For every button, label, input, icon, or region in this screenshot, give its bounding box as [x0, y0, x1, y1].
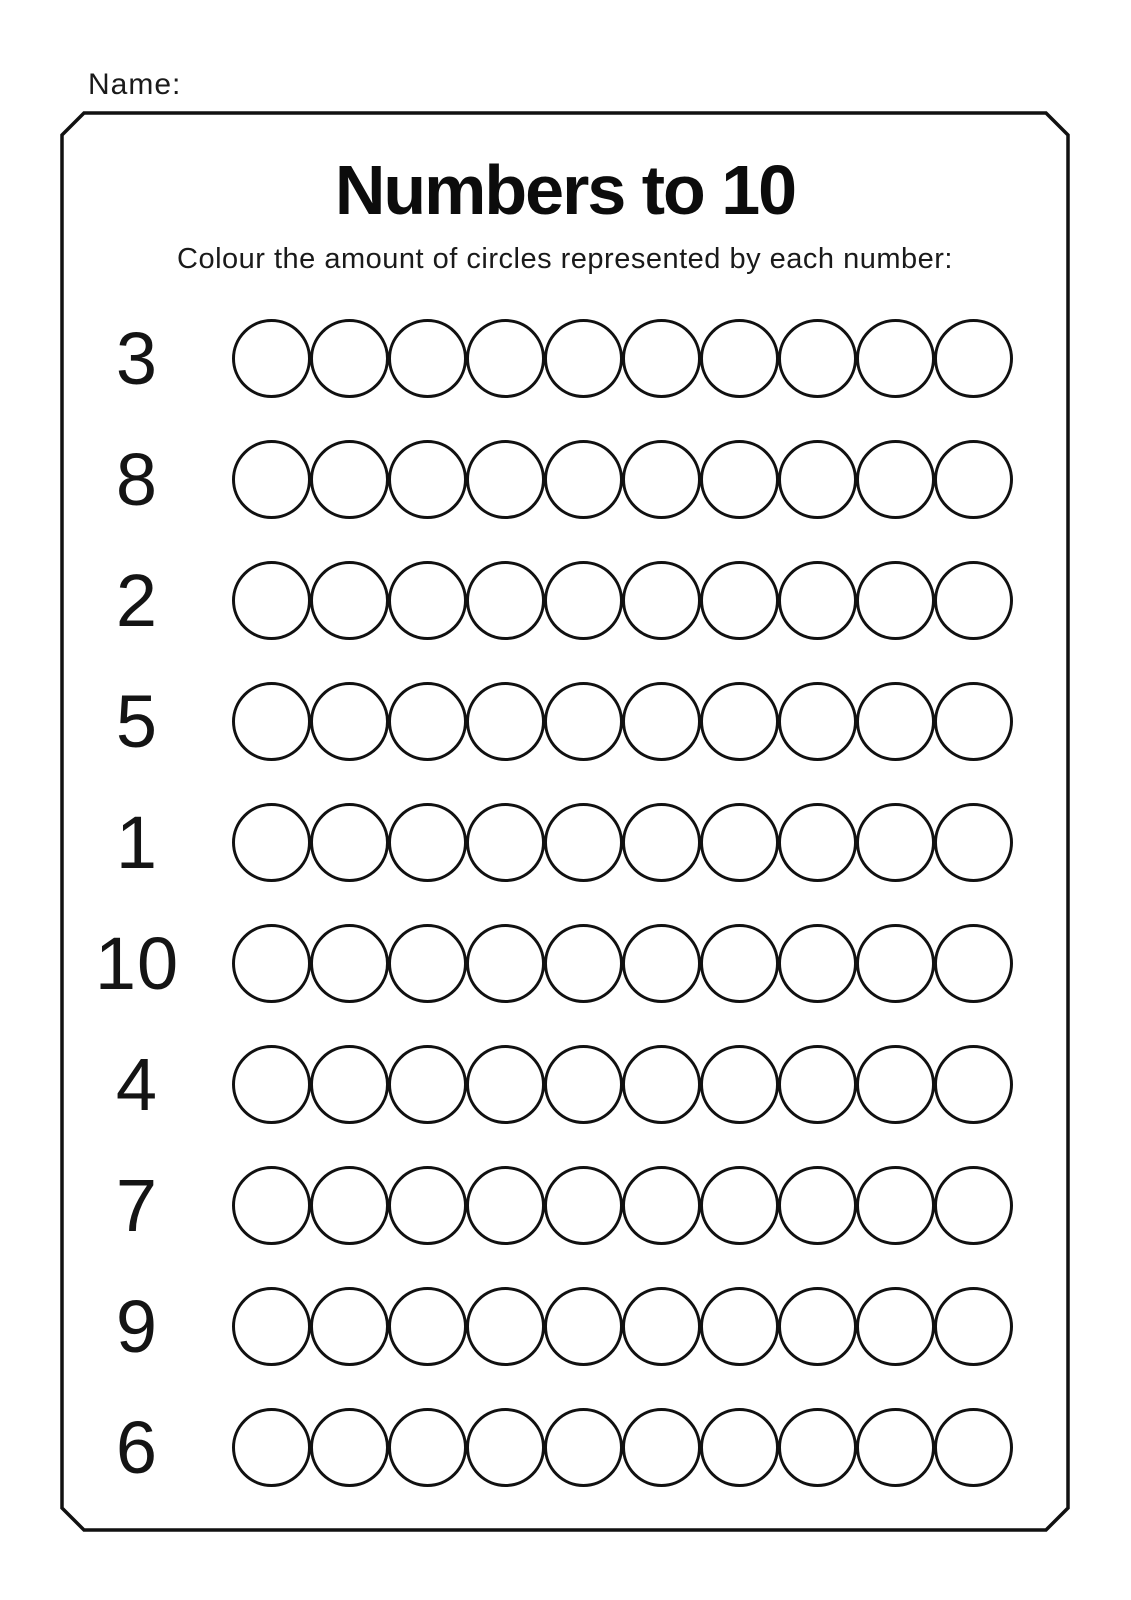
- worksheet-row: [62, 902, 1068, 1024]
- circle[interactable]: [856, 1045, 935, 1124]
- circle-row: [232, 902, 1012, 1024]
- circle[interactable]: [700, 1408, 779, 1487]
- row-number-label: 10: [94, 921, 180, 1005]
- circle[interactable]: [856, 682, 935, 761]
- circle[interactable]: [310, 440, 389, 519]
- row-number-label: 1: [115, 800, 159, 884]
- worksheet-instruction: Colour the amount of circles represented by each number:: [177, 243, 953, 275]
- circle[interactable]: [544, 561, 623, 640]
- circle[interactable]: [388, 561, 467, 640]
- circle[interactable]: [934, 682, 1013, 761]
- circle[interactable]: [388, 682, 467, 761]
- worksheet-title: Numbers to 10: [334, 151, 796, 229]
- circle[interactable]: [778, 924, 857, 1003]
- circle[interactable]: [310, 1287, 389, 1366]
- circle-row: [232, 660, 1012, 782]
- circle[interactable]: [622, 440, 701, 519]
- circle[interactable]: [466, 1045, 545, 1124]
- circle[interactable]: [934, 319, 1013, 398]
- circle[interactable]: [856, 561, 935, 640]
- worksheet-row: [62, 781, 1068, 903]
- circle[interactable]: [856, 803, 935, 882]
- circle[interactable]: [544, 440, 623, 519]
- circle[interactable]: [700, 803, 779, 882]
- circle[interactable]: [466, 1166, 545, 1245]
- circle[interactable]: [388, 1045, 467, 1124]
- circle[interactable]: [778, 1166, 857, 1245]
- circle[interactable]: [700, 561, 779, 640]
- row-number-label: 6: [115, 1405, 159, 1489]
- circle[interactable]: [934, 803, 1013, 882]
- circle[interactable]: [232, 803, 311, 882]
- worksheet-row: [62, 1265, 1068, 1387]
- circle[interactable]: [544, 1408, 623, 1487]
- circle[interactable]: [700, 319, 779, 398]
- circle[interactable]: [934, 440, 1013, 519]
- circle[interactable]: [778, 1287, 857, 1366]
- circle[interactable]: [466, 924, 545, 1003]
- circle[interactable]: [310, 1408, 389, 1487]
- worksheet-row: [62, 1144, 1068, 1266]
- worksheet-row: [62, 418, 1068, 540]
- circle[interactable]: [700, 1166, 779, 1245]
- circle[interactable]: [388, 1287, 467, 1366]
- circle[interactable]: [622, 924, 701, 1003]
- circle[interactable]: [310, 924, 389, 1003]
- circle[interactable]: [544, 924, 623, 1003]
- circle[interactable]: [622, 1166, 701, 1245]
- row-number-label: 2: [115, 558, 159, 642]
- row-number-label: 9: [115, 1284, 159, 1368]
- row-number-label: 7: [115, 1163, 159, 1247]
- row-number-label: 8: [115, 437, 159, 521]
- circle[interactable]: [232, 1166, 311, 1245]
- circle-row: [232, 1023, 1012, 1145]
- circle[interactable]: [544, 1045, 623, 1124]
- circle[interactable]: [622, 561, 701, 640]
- circle-row: [232, 1386, 1012, 1508]
- circle[interactable]: [622, 682, 701, 761]
- circle[interactable]: [388, 319, 467, 398]
- row-number-label: 5: [115, 679, 159, 763]
- circle-row: [232, 1265, 1012, 1387]
- circle[interactable]: [934, 1408, 1013, 1487]
- circle[interactable]: [544, 1287, 623, 1366]
- circle[interactable]: [466, 561, 545, 640]
- circle[interactable]: [232, 682, 311, 761]
- circle[interactable]: [856, 1408, 935, 1487]
- circle[interactable]: [700, 924, 779, 1003]
- circle[interactable]: [778, 682, 857, 761]
- circle[interactable]: [466, 1287, 545, 1366]
- circle[interactable]: [856, 924, 935, 1003]
- circle[interactable]: [934, 1045, 1013, 1124]
- circle[interactable]: [934, 1287, 1013, 1366]
- circle[interactable]: [388, 803, 467, 882]
- circle[interactable]: [700, 440, 779, 519]
- circle[interactable]: [934, 924, 1013, 1003]
- circle[interactable]: [466, 1408, 545, 1487]
- circle-row: [232, 539, 1012, 661]
- circle-row: [232, 418, 1012, 540]
- row-number-label: 3: [115, 316, 159, 400]
- circle[interactable]: [934, 561, 1013, 640]
- worksheet-row: [62, 297, 1068, 419]
- circle[interactable]: [856, 1287, 935, 1366]
- circle[interactable]: [778, 440, 857, 519]
- circle[interactable]: [778, 319, 857, 398]
- worksheet-row: [62, 539, 1068, 661]
- circle[interactable]: [622, 1045, 701, 1124]
- circle[interactable]: [622, 1287, 701, 1366]
- circle[interactable]: [310, 1166, 389, 1245]
- circle-row: [232, 297, 1012, 419]
- circle[interactable]: [310, 682, 389, 761]
- circle[interactable]: [778, 1408, 857, 1487]
- circle[interactable]: [310, 1045, 389, 1124]
- circle[interactable]: [310, 803, 389, 882]
- name-label: Name:: [88, 68, 182, 101]
- circle[interactable]: [232, 319, 311, 398]
- worksheet-row: [62, 1023, 1068, 1145]
- circle[interactable]: [388, 1166, 467, 1245]
- circle[interactable]: [388, 1408, 467, 1487]
- circle[interactable]: [934, 1166, 1013, 1245]
- circle[interactable]: [466, 440, 545, 519]
- circle[interactable]: [622, 1408, 701, 1487]
- circle-row: [232, 781, 1012, 903]
- circle[interactable]: [232, 1287, 311, 1366]
- circle[interactable]: [310, 319, 389, 398]
- circle[interactable]: [856, 319, 935, 398]
- circle[interactable]: [466, 803, 545, 882]
- circle[interactable]: [544, 682, 623, 761]
- circle[interactable]: [466, 682, 545, 761]
- circle[interactable]: [310, 561, 389, 640]
- circle[interactable]: [232, 440, 311, 519]
- worksheet-row: [62, 1386, 1068, 1508]
- worksheet-row: [62, 660, 1068, 782]
- circle[interactable]: [544, 319, 623, 398]
- circle[interactable]: [232, 1408, 311, 1487]
- circle[interactable]: [856, 1166, 935, 1245]
- circle[interactable]: [544, 1166, 623, 1245]
- circle[interactable]: [388, 440, 467, 519]
- circle[interactable]: [232, 1045, 311, 1124]
- circle[interactable]: [622, 319, 701, 398]
- circle[interactable]: [232, 924, 311, 1003]
- row-number-label: 4: [115, 1042, 159, 1126]
- circle[interactable]: [700, 682, 779, 761]
- circle[interactable]: [778, 561, 857, 640]
- circle[interactable]: [856, 440, 935, 519]
- circle[interactable]: [700, 1287, 779, 1366]
- circle-row: [232, 1144, 1012, 1266]
- circle[interactable]: [622, 803, 701, 882]
- circle[interactable]: [466, 319, 545, 398]
- circle[interactable]: [778, 803, 857, 882]
- circle[interactable]: [232, 561, 311, 640]
- rows: [62, 0, 1068, 1600]
- circle[interactable]: [544, 803, 623, 882]
- circle[interactable]: [778, 1045, 857, 1124]
- circle[interactable]: [700, 1045, 779, 1124]
- circle[interactable]: [388, 924, 467, 1003]
